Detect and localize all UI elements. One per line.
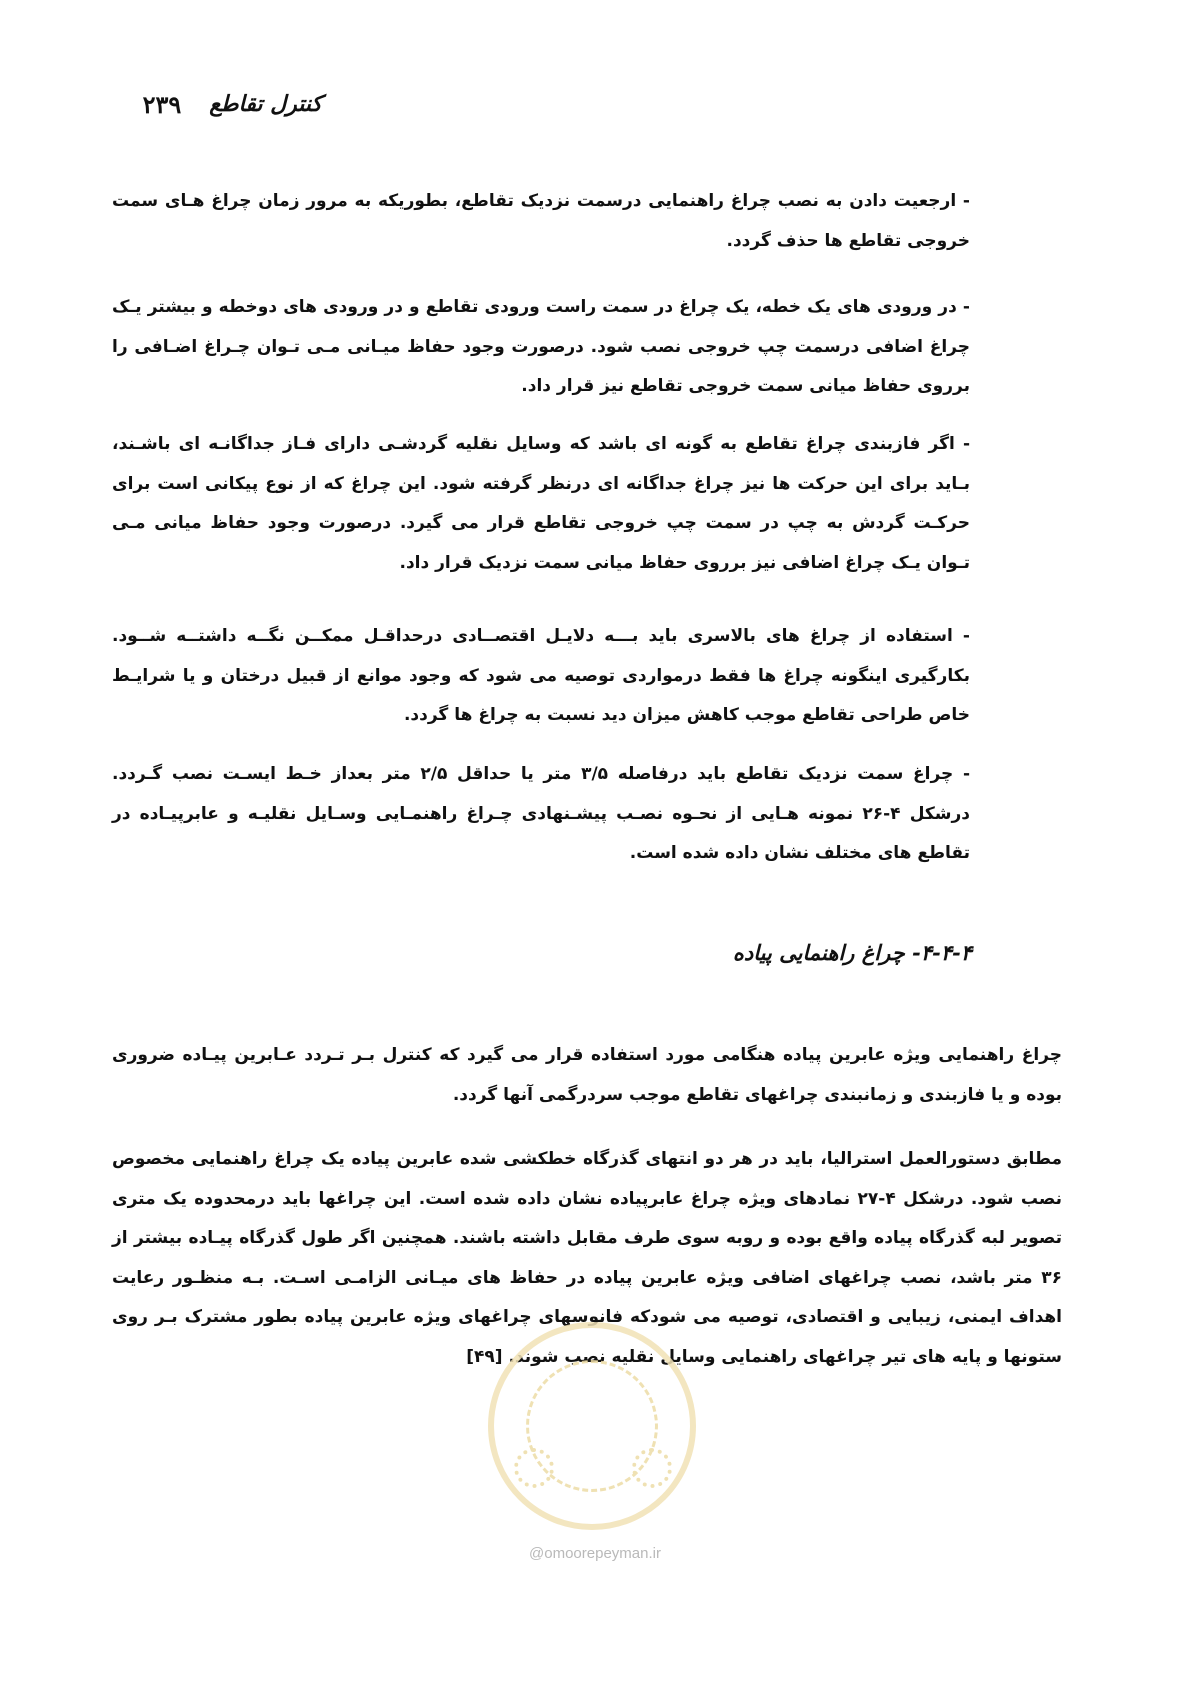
bullet-paragraph — [112, 288, 970, 407]
body-paragraph — [112, 1036, 1062, 1115]
page-header — [112, 84, 322, 124]
body-paragraph — [112, 1140, 1062, 1377]
bullet-text: - اگر فازبندی چراغ تقاطع به گونه ای باشد که وسایل نقلیه گردشـی دارای فـاز جداگانـه ای باشـند، بـاید برای این حرکت ها نیز چراغ جداگانه ای درنظر گرفته شود. این چراغ که از نوع پیکانی است برای حرکـت گردش به چپ در سمت چپ خروجی تقاطع قرار می گیرد. درصورت وجود حفاظ میانی مـی تـوان یـک چراغ اضافی نیز برروی حفاظ میانی سمت نزدیک قرار داد. — [112, 434, 970, 573]
seal-inner-ring — [526, 1360, 658, 1492]
bullet-text: - چراغ سمت نزدیک تقاطع باید درفاصله ۳/۵ متر یا حداقل ۲/۵ متر بعداز خـط ایسـت نصب گـردد. درشکل ۴-۲۶ نمونه هـایی از نحـوه نصـب پیشـنهادی چـراغ راهنمـایی وسـایل نقلیـه و عابرپیـاده در تقاطع های مختلف نشان داده شده است. — [112, 764, 970, 863]
gear-icon — [514, 1448, 554, 1488]
bullet-paragraph — [112, 617, 970, 736]
bullet-text: - ارجعیت دادن به نصب چراغ راهنمایی درسمت نزدیک تقاطع، بطوریکه به مرور زمان چراغ هـای سمت خروجی تقاطع ها حذف گردد. — [112, 191, 970, 251]
section-heading: ۴-۴-۴- چراغ راهنمایی پیاده — [732, 940, 972, 965]
paragraph-text: چراغ راهنمایی ویژه عابرین پیاده هنگامی مورد استفاده قرار می گیرد که کنترل بـر تـردد عـابرین پیـاده ضروری بوده و یا فازبندی و زمانبندی چراغهای تقاطع موجب سردرگمی آنها گردد. — [112, 1045, 1062, 1105]
bullet-text: - استفاده از چراغ های بالاسری باید بـــه دلایـل اقتصــادی درحداقـل ممکــن نگــه داشتــه شــود. بکارگیری اینگونه چراغ ها فقط درمواردی توصیه می شود که وجود موانع از قبیل درختان و یا شرایـط خاص طراحی تقاطع موجب کاهش میزان دید نسبت به چراغ ها گردد. — [112, 626, 970, 725]
bullet-text: - در ورودی های یک خطه، یک چراغ در سمت راست ورودی تقاطع و در ورودی های دوخطه و بیشتر یـک چراغ اضافی درسمت چپ خروجی نصب شود. درصورت وجود حفاظ میـانی مـی تـوان چـراغ اضـافی را برروی حفاظ میانی سمت خروجی تقاطع نیز قرار داد. — [112, 297, 970, 396]
bullet-paragraph — [112, 425, 970, 583]
bullet-paragraph — [112, 182, 970, 261]
gear-icon — [632, 1448, 672, 1488]
watermark-text: @omoorepeyman.ir — [529, 1545, 661, 1562]
page-number: ۲۳۹ — [142, 89, 182, 119]
bullet-paragraph — [112, 755, 970, 874]
chapter-title: کنترل تقاطع — [209, 91, 322, 117]
paragraph-text: مطابق دستورالعمل استرالیا، باید در هر دو انتهای گذرگاه خطکشی شده عابرین پیاده یک چراغ راهنمایی مخصوص نصب شود. درشکل ۴-۲۷ نمادهای ویژه چراغ عابرپیاده نشان داده شده است. این چراغها باید درمحدوده یک متری تصویر لبه گذرگاه پیاده واقع بوده و روبه سوی طرف مقابل داشته باشند. همچنین اگر طول گذرگاه پیـاده بیشتر از ۳۶ متر باشد، نصب چراغهای اضافی ویژه عابرین پیاده در حفاظ های میـانی الزامـی اسـت. بـه منظـور رعایت اهداف ایمنی، زیبایی و اقتصادی، توصیه می شودکه فانوسهای چراغهای ویژه عابرین پیاده بطور مشترک بـر روی ستونها و پایه های تیر چراغهای راهنمایی وسایل نقلیه نصب شوند. [۴۹] — [112, 1149, 1063, 1367]
